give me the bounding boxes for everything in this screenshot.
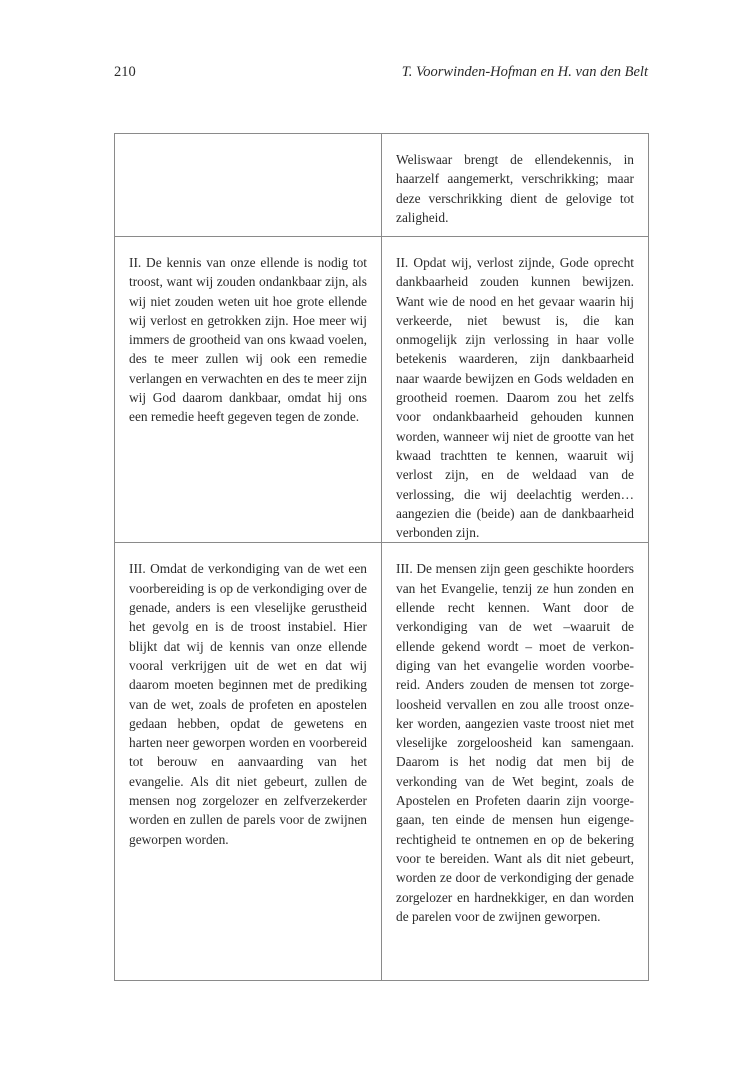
cell-left-3	[115, 543, 382, 981]
cell-left-1	[115, 134, 382, 237]
cell-right-2	[382, 237, 649, 543]
comparison-table	[114, 133, 649, 981]
table-row	[115, 134, 649, 237]
running-head	[114, 64, 648, 84]
cell-left-2	[115, 237, 382, 543]
cell-text: Weliswaar brengt de ellendekennis, in haarzelf aangemerkt, verschrikking; maar deze verschrikking dient de gelovige tot zaligheid.	[396, 152, 634, 225]
cell-text: II. Opdat wij, verlost zijnde, Gode oprecht dankbaarheid zouden kunnen bewijzen. Want wie de nood en het gevaar waarin hij verkeerde, niet bewust is, die kan onmogelijk zijn verlossing in haar volle betekenis waarderen, zijn dankbaarheid naar waarde bewijzen en Gods weldaden en grootheid roemen. Daarom zou het zelfs voor ondankbaarheid gehouden kunnen worden, wanneer wij niet de grootte van het kwaad trachtten te kennen, waaruit wij verlost zijn, en de weldaad van de verlossing, die wij deelachtig werden…aangezien die (beide) aan de dankbaarheid verbonden zijn.	[396, 255, 634, 541]
table-row	[115, 543, 649, 981]
cell-text: III. Omdat de verkondiging van de wet een voorbereiding is op de verkondiging over de genade, anders is een vleselijke gerustheid het gevolg en is de troost instabiel. Hier blijkt dat wij de kennis van onze ellende vooral verkrijgen uit de wet en dat wij daarom moeten beginnen met de prediking van de wet, zoals de profeten en apostelen gedaan hebben, opdat de gewetens en harten neer geworpen worden en voorbereid tot berouw en aanvaarding van het evangelie. Als dit niet gebeurt, zullen de mensen nog zorgelozer en zelfverzekerder worden en zullen de parels voor de zwijnen geworpen worden.	[129, 561, 367, 847]
cell-text: II. De kennis van onze ellende is nodig tot troost, want wij zouden ondankbaar zijn, als wij niet zouden weten uit hoe grote ellende wij verlost en getrokken zijn. Hoe meer wij immers de grootheid van ons kwaad voelen, des te meer zullen wij ook een remedie verlangen en verwachten en des te meer zijn wij God daarom dankbaar, omdat hij ons een remedie heeft gegeven tegen de zonde.	[129, 255, 367, 425]
page-number: 210	[114, 64, 136, 80]
cell-right-3	[382, 543, 649, 981]
header-authors: T. Voorwinden-Hofman en H. van den Belt	[401, 64, 648, 80]
table-row	[115, 237, 649, 543]
cell-right-1	[382, 134, 649, 237]
cell-text: III. De mensen zijn geen geschikte hoorders van het Evangelie, tenzij ze hun zonden en ellende recht kennen. Want door de verkondiging van de wet –waaruit de ellende gekend wordt – moet de verkondiging van het evangelie worden voorbereid. Anders zouden de mensen tot zorgeloosheid vervallen en zou alle troost onzeker worden, aangezien vaste troost niet met vleselijke zorgeloosheid kan samengaan. Daarom is het nodig dat men bij de verkonding van de Wet begint, zoals de Apostelen en Profeten daarin zijn voorgegaan, ten einde de mensen hun eigengerechtigheid te ontnemen en op de bekering voor te bereiden. Want als dit niet gebeurt, worden ze door de verkondiging der genade zorgelozer en hardnekkiger, en dan worden de parelen voor de zwijnen geworpen.	[396, 561, 634, 924]
